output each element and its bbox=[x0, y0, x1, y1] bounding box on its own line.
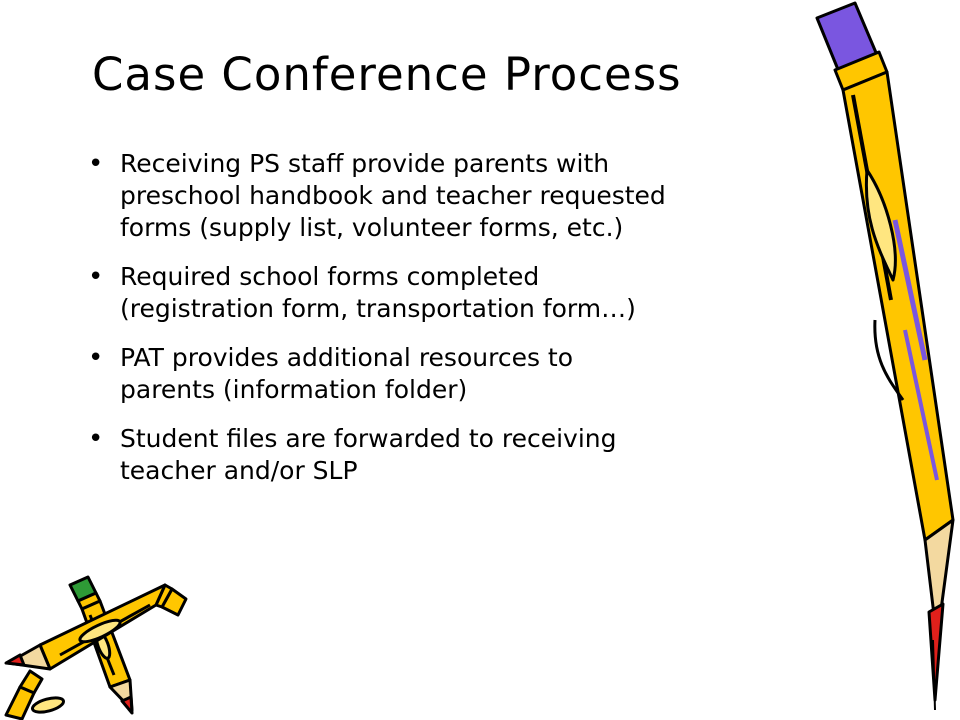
pencil-pair-icon bbox=[0, 575, 200, 720]
bullet-line: parents (information folder) bbox=[120, 375, 468, 404]
bullet-item bbox=[88, 423, 878, 487]
bullet-line: Student files are forwarded to receiving bbox=[120, 424, 617, 453]
bullet-marker: • bbox=[88, 149, 104, 179]
bullet-item bbox=[88, 148, 878, 244]
bullet-line: PAT provides additional resources to bbox=[120, 343, 574, 372]
bullet-marker: • bbox=[88, 262, 104, 292]
slide-title: Case Conference Process bbox=[92, 48, 682, 101]
bullet-line: (registration form, transportation form…) bbox=[120, 294, 636, 323]
bullet-line: Required school forms completed bbox=[120, 262, 540, 291]
bullet-line: forms (supply list, volunteer forms, etc.) bbox=[120, 213, 624, 242]
bullet-line: preschool handbook and teacher requested bbox=[120, 181, 666, 210]
bullet-list bbox=[88, 148, 878, 504]
bullet-marker: • bbox=[88, 343, 104, 373]
bullet-item bbox=[88, 261, 878, 325]
bullet-line: Receiving PS staff provide parents with bbox=[120, 149, 610, 178]
yellow-pencil-icon bbox=[805, 0, 955, 715]
bullet-line: teacher and/or SLP bbox=[120, 456, 358, 485]
bullet-marker: • bbox=[88, 424, 104, 454]
bullet-item bbox=[88, 342, 878, 406]
